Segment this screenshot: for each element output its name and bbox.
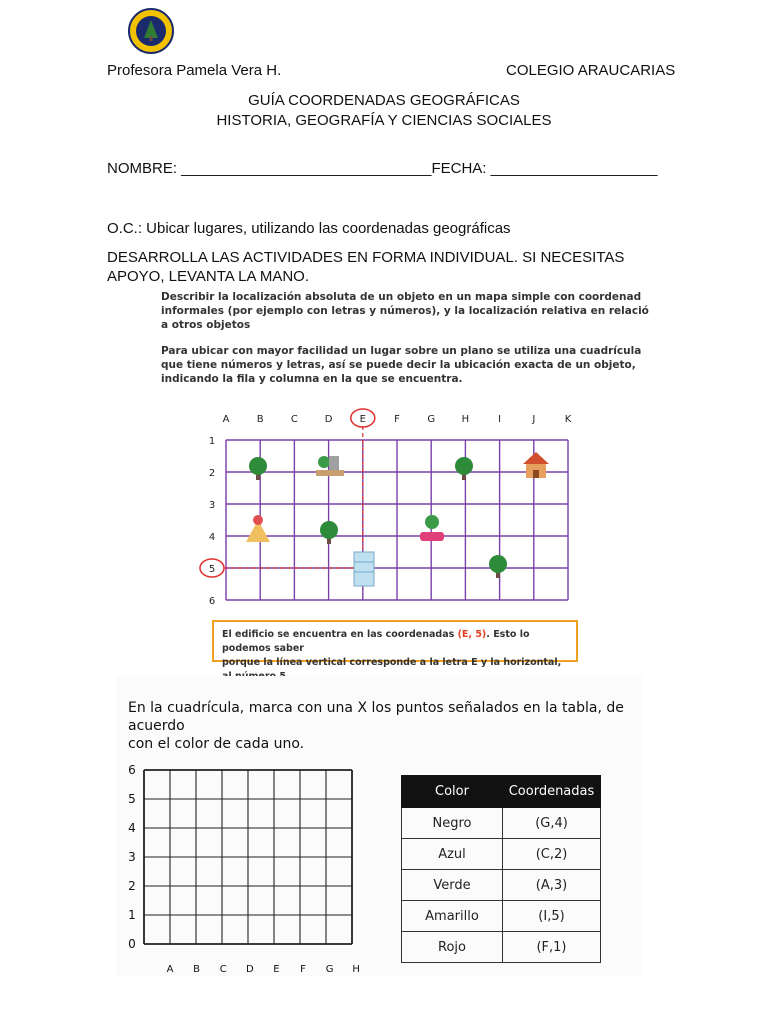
color-cell: Rojo [402,932,503,963]
column-label: A [222,414,230,425]
coordinate-cell: (I,5) [503,901,601,932]
column-label: H [461,414,470,425]
color-cell: Amarillo [402,901,503,932]
intro-line: indicando la fila y columna en la que se encuentra. [161,373,463,385]
column-label: F [300,964,306,975]
row-label: 3 [208,500,216,511]
intro-line: a otros objetos [161,319,251,331]
table-row [402,808,601,839]
column-label: B [193,964,201,975]
intro-line: Describir la localización absoluta de un objeto en un mapa simple con coordenad [161,291,642,303]
intro-line: que tiene números y letras, así se puede decir la ubicación exacta de un objeto, [161,359,636,371]
column-label: I [498,414,502,425]
color-cell: Azul [402,839,503,870]
note-coordinate: (E, 5) [457,629,487,640]
column-label: B [256,414,264,425]
instructions-line1: DESARROLLA LAS ACTIVIDADES EN FORMA INDIVIDUAL. SI NECESITAS [107,249,625,266]
column-label: K [564,414,572,425]
coordinate-cell: (G,4) [503,808,601,839]
school-name: COLEGIO ARAUCARIAS [506,62,676,79]
table-row [402,839,601,870]
intro-text-block [161,290,649,386]
coordinates-table [401,775,601,963]
column-label: H [352,964,360,975]
row-label: 4 [208,532,216,543]
activity-line: En la cuadrícula, marca con una X los puntos señalados en la tabla, de acuerdo [128,700,624,734]
row-label: 4 [128,821,136,835]
column-label: E [359,414,366,425]
column-label: G [325,964,334,975]
row-label: 1 [208,436,216,447]
intro-line: Para ubicar con mayor facilidad un lugar sobre un plano se utiliza una cuadrícula [161,345,642,357]
tree-icon [320,521,338,544]
tree-icon [489,555,507,578]
coordinate-cell: (A,3) [503,870,601,901]
table-row [402,901,601,932]
row-label: 3 [128,850,136,864]
instructions-line2: APOYO, LEVANTA LA MANO. [107,268,310,285]
page-title: GUÍA COORDENADAS GEOGRÁFICAS [248,92,520,109]
color-cell: Verde [402,870,503,901]
row-label: 2 [128,879,136,893]
note-text: porque la línea vertical corresponde a la letra E y la horizontal, [222,657,562,668]
row-label: 0 [128,937,136,951]
activity-line: con el color de cada uno. [128,736,305,752]
objective: O.C.: Ubicar lugares, utilizando las coordenadas geográficas [107,220,511,237]
intro-line: informales (por ejemplo con letras y números), y la localización relativa en relació [161,305,649,317]
coordinate-cell: (F,1) [503,932,601,963]
note-text: . Esto lo podemos saber [222,629,530,654]
car-icon [420,515,444,541]
coordinate-cell: (C,2) [503,839,601,870]
column-label: D [245,964,254,975]
teacher-name: Profesora Pamela Vera H. [107,62,282,79]
playground-icon [246,515,270,542]
row-label: 1 [128,908,136,922]
park-icon [316,456,344,476]
note-text: El edificio se encuentra en las coordenadas [222,629,458,640]
building-icon [354,552,374,586]
color-cell: Negro [402,808,503,839]
column-label: A [166,964,174,975]
column-label: D [324,414,333,425]
column-label: J [532,414,536,425]
explanation-note [212,620,578,668]
column-label: C [219,964,227,975]
table-header-color: Color [402,776,503,808]
page-subtitle: HISTORIA, GEOGRAFÍA Y CIENCIAS SOCIALES [216,112,552,129]
table-row [402,932,601,963]
activity-instruction [128,699,648,753]
row-label: 5 [128,792,136,806]
row-label: 2 [208,468,216,479]
column-label: G [427,414,436,425]
name-date-line: NOMBRE: ______________________________FECHA: ____________________ [107,160,658,177]
column-label: F [394,414,400,425]
column-label: E [273,964,280,975]
school-logo [128,8,174,54]
table-row [402,870,601,901]
example-grid [196,408,586,608]
row-label: 6 [208,596,216,607]
column-label: C [290,414,298,425]
tree-icon [249,457,267,480]
row-label: 6 [128,763,136,777]
table-header-coordinates: Coordenadas [503,776,601,808]
row-label: 5 [208,564,216,575]
house-icon [523,452,549,478]
tree-icon [455,457,473,480]
activity-grid [118,758,368,980]
